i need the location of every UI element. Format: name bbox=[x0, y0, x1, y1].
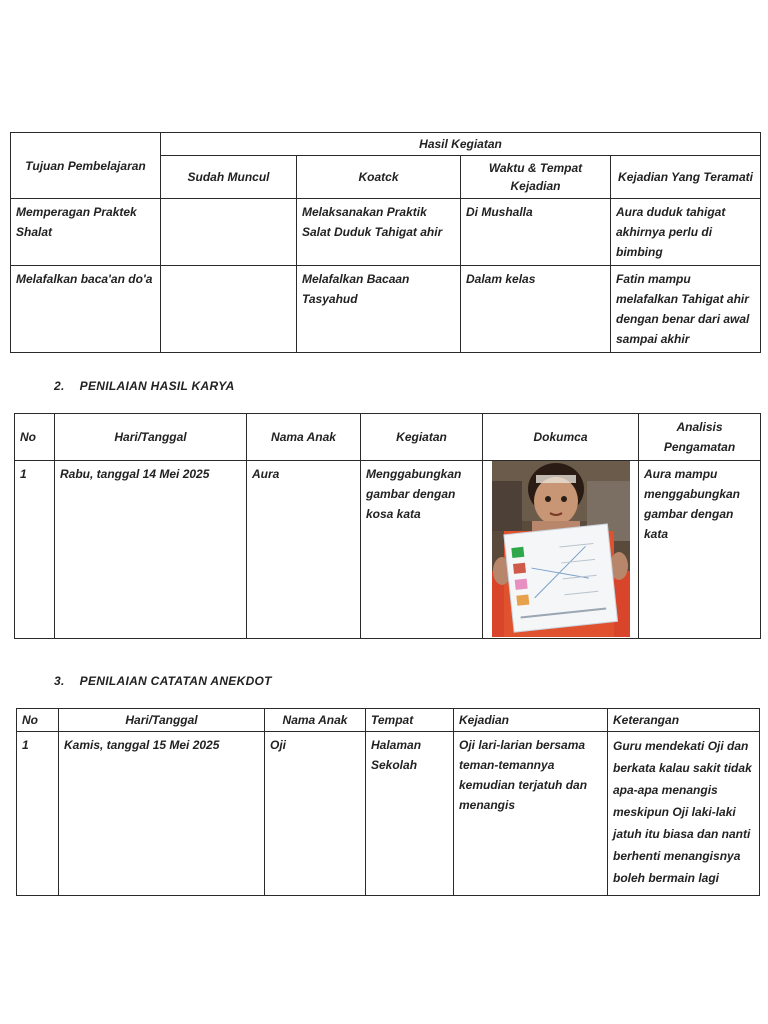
header-hari-tanggal: Hari/Tanggal bbox=[55, 414, 247, 461]
header-analisis: Analisis Pengamatan bbox=[639, 414, 761, 461]
section-title: PENILAIAN HASIL KARYA bbox=[79, 379, 235, 393]
cell-kejadian: Oji lari-larian bersama teman-temannya kemudian terjatuh dan menangis bbox=[454, 732, 608, 896]
cell-konteks: Melaksanakan Praktik Salat Duduk Tahigat ahir bbox=[297, 199, 461, 266]
cell-waktu: Di Mushalla bbox=[461, 199, 611, 266]
section-number: 3. bbox=[54, 674, 65, 688]
header-kejadian: Kejadian Yang Teramati bbox=[611, 156, 761, 199]
table-row bbox=[17, 732, 760, 896]
header-no: No bbox=[17, 709, 59, 732]
header-nama-anak: Nama Anak bbox=[265, 709, 366, 732]
anekdot-table bbox=[16, 708, 760, 896]
section-heading-hasil-karya bbox=[54, 379, 235, 393]
header-kegiatan: Kegiatan bbox=[361, 414, 483, 461]
cell-analisis: Aura mampu menggabungkan gambar dengan kata bbox=[639, 461, 761, 639]
cell-konteks: Melafalkan Bacaan Tasyahud bbox=[297, 266, 461, 353]
header-konteks: Koatck bbox=[297, 156, 461, 199]
table-row bbox=[11, 199, 761, 266]
header-hari-tanggal: Hari/Tanggal bbox=[59, 709, 265, 732]
cell-tempat: Halaman Sekolah bbox=[366, 732, 454, 896]
cell-tujuan: Memperagan Praktek Shalat bbox=[11, 199, 161, 266]
cell-waktu: Dalam kelas bbox=[461, 266, 611, 353]
cell-no: 1 bbox=[15, 461, 55, 639]
header-kejadian: Kejadian bbox=[454, 709, 608, 732]
cell-sudah bbox=[161, 199, 297, 266]
section-title: PENILAIAN CATATAN ANEKDOT bbox=[79, 674, 272, 688]
header-sudah-muncul: Sudah Muncul bbox=[161, 156, 297, 199]
section-heading-catatan-anekdot bbox=[54, 674, 272, 688]
cell-dokumentasi bbox=[483, 461, 639, 639]
cell-nama-anak: Aura bbox=[247, 461, 361, 639]
header-tempat: Tempat bbox=[366, 709, 454, 732]
child-worksheet-photo bbox=[492, 461, 630, 637]
hasil-karya-table bbox=[14, 413, 761, 639]
cell-keterangan: Guru mendekati Oji dan berkata kalau sakit tidak apa-apa menangis meskipun Oji laki-laki jatuh itu biasa dan nanti berhenti menangisnya boleh bermain lagi bbox=[608, 732, 760, 896]
cell-kegiatan: Menggabungkan gambar dengan kosa kata bbox=[361, 461, 483, 639]
header-tujuan: Tujuan Pembelajaran bbox=[11, 133, 161, 199]
cell-kejadian: Aura duduk tahigat akhirnya perlu di bimbing bbox=[611, 199, 761, 266]
cell-nama-anak: Oji bbox=[265, 732, 366, 896]
table-row bbox=[11, 266, 761, 353]
header-nama-anak: Nama Anak bbox=[247, 414, 361, 461]
header-hasil-kegiatan: Hasil Kegiatan bbox=[161, 133, 761, 156]
section-number: 2. bbox=[54, 379, 65, 393]
cell-sudah bbox=[161, 266, 297, 353]
header-keterangan: Keterangan bbox=[608, 709, 760, 732]
table-row bbox=[15, 461, 761, 639]
cell-hari-tanggal: Rabu, tanggal 14 Mei 2025 bbox=[55, 461, 247, 639]
observation-table bbox=[10, 132, 761, 353]
cell-no: 1 bbox=[17, 732, 59, 896]
header-waktu-tempat: Waktu & Tempat Kejadian bbox=[461, 156, 611, 199]
header-dokumentasi: Dokumca bbox=[483, 414, 639, 461]
header-no: No bbox=[15, 414, 55, 461]
cell-kejadian: Fatin mampu melafalkan Tahigat ahir dengan benar dari awal sampai akhir bbox=[611, 266, 761, 353]
cell-tujuan: Melafalkan baca'an do'a bbox=[11, 266, 161, 353]
cell-hari-tanggal: Kamis, tanggal 15 Mei 2025 bbox=[59, 732, 265, 896]
